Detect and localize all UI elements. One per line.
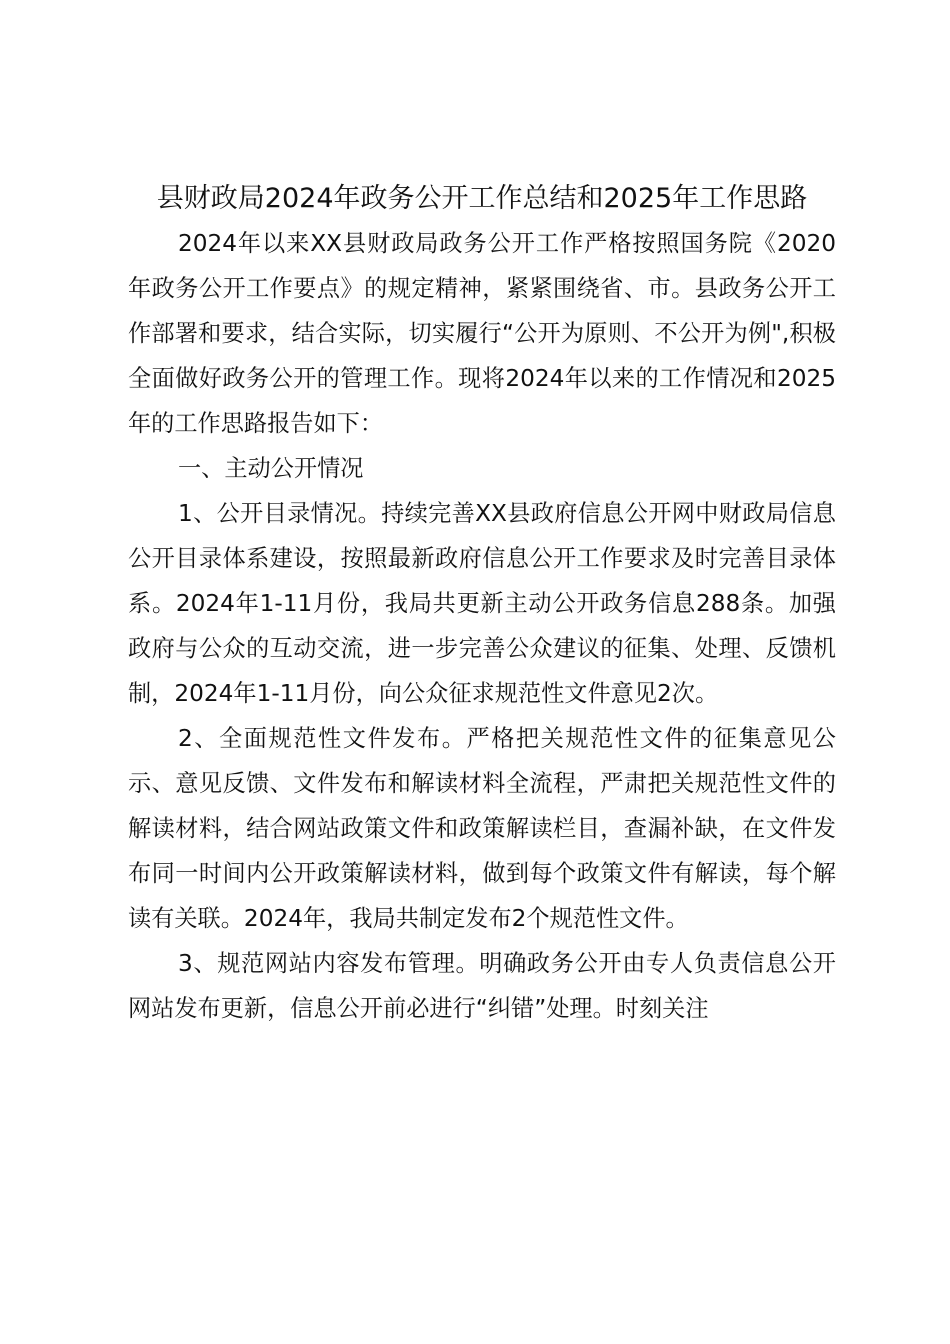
section-heading-proactive-disclosure: 一、主动公开情况 [178,455,364,482]
paragraph-item-2: 2、全面规范性文件发布。严格把关规范性文件的征集意见公示、意见反馈、文件发布和解读材料全流程，严肃把关规范性文件的解读材料，结合网站政策文件和政策解读栏目，查漏补缺，在文件发布同一时间内公开政策解读材料，做到每个政策文件有解读，每个解读有关联。2024年，我局共制定发布2个规范性文件。 [128,725,836,932]
paragraph-item-1: 1、公开目录情况。持续完善XX县政府信息公开网中财政局信息公开目录体系建设，按照最新政府信息公开工作要求及时完善目录体系。2024年1-11月份，我局共更新主动公开政务信息288条。加强政府与公众的互动交流，进一步完善公众建议的征集、处理、反馈机制，2024年1-11月份，向公众征求规范性文件意见2次。 [128,500,836,707]
intro-paragraph: 2024年以来XX县财政局政务公开工作严格按照国务院《2020年政务公开工作要点》的规定精神，紧紧围绕省、市。县政务公开工作部署和要求，结合实际，切实履行“公开为原则、不公开为例",积极全面做好政务公开的管理工作。现将2024年以来的工作情况和2025年的工作思路报告如下： [128,230,836,437]
document-title: 县财政局2024年政务公开工作总结和2025年工作思路 [156,183,808,214]
paragraph-item-3: 3、规范网站内容发布管理。明确政务公开由专人负责信息公开网站发布更新，信息公开前必进行“纠错”处理。时刻关注 [128,950,836,1022]
document-body [128,176,836,1031]
